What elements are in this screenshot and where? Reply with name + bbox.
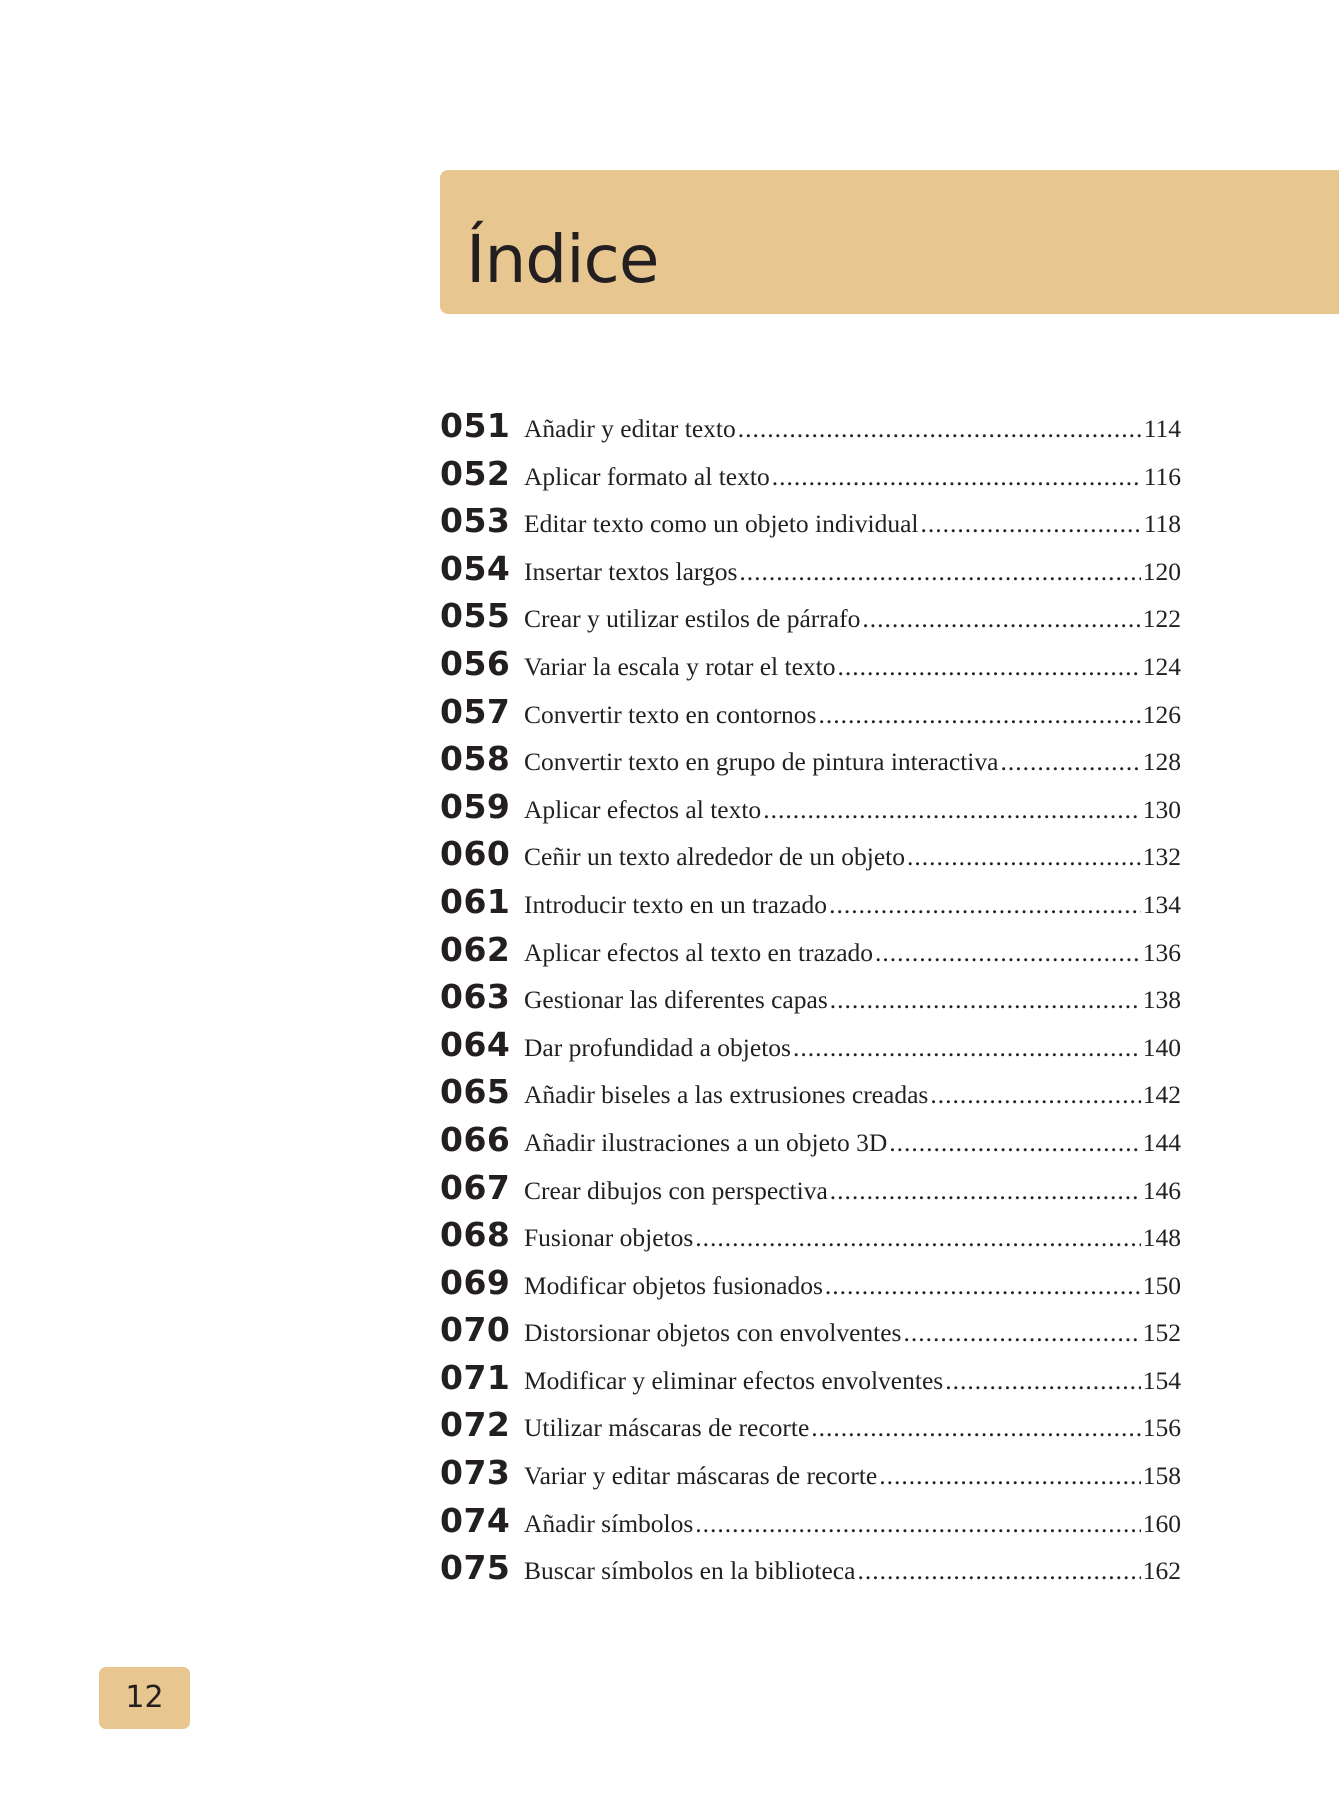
dot-leader — [739, 548, 1140, 595]
toc-entry-number: 054 — [440, 548, 511, 588]
dot-leader — [829, 881, 1141, 928]
toc-entry-page: 162 — [1142, 1556, 1181, 1586]
toc-entry[interactable] — [440, 592, 1181, 640]
toc-entry-page: 158 — [1142, 1461, 1181, 1491]
dot-leader — [862, 595, 1140, 642]
toc-entry-title: Insertar textos largos — [524, 556, 738, 586]
toc-entry[interactable] — [440, 830, 1181, 878]
toc-entry-title: Dar profundidad a objetos — [524, 1032, 791, 1062]
toc-entry-page: 156 — [1142, 1413, 1181, 1443]
toc-entry-number: 075 — [440, 1548, 511, 1588]
toc-entry-title: Añadir ilustraciones a un objeto 3D — [524, 1127, 888, 1157]
toc-entry-page: 154 — [1142, 1365, 1181, 1395]
toc-entry[interactable] — [440, 1068, 1181, 1116]
toc-entry[interactable] — [440, 1354, 1181, 1402]
dot-leader — [945, 1357, 1141, 1404]
dot-leader — [825, 1262, 1141, 1309]
toc-entry-page: 120 — [1142, 556, 1181, 586]
dot-leader — [838, 643, 1141, 690]
toc-entry-number: 055 — [440, 596, 511, 636]
toc-entry-number: 053 — [440, 501, 511, 541]
toc-entry[interactable] — [440, 926, 1181, 974]
toc-entry-title: Ceñir un texto alrededor de un objeto — [524, 842, 905, 872]
toc-entry-page: 118 — [1143, 509, 1181, 539]
dot-leader — [772, 453, 1142, 500]
dot-leader — [879, 1452, 1140, 1499]
toc-entry[interactable] — [440, 1401, 1181, 1449]
dot-leader — [763, 786, 1141, 833]
toc-entry-title: Añadir símbolos — [524, 1508, 694, 1538]
toc-entry[interactable] — [440, 497, 1181, 545]
dot-leader — [811, 1404, 1140, 1451]
toc-entry-number: 063 — [440, 977, 511, 1017]
dot-leader — [738, 405, 1142, 452]
toc-entry[interactable] — [440, 1306, 1181, 1354]
toc-entry-number: 060 — [440, 834, 511, 874]
toc-entry-title: Gestionar las diferentes capas — [524, 985, 828, 1015]
toc-entry-page: 128 — [1142, 747, 1181, 777]
toc-entry-number: 072 — [440, 1405, 511, 1445]
toc-entry-number: 069 — [440, 1262, 511, 1302]
dot-leader — [920, 500, 1141, 547]
toc-entry-number: 064 — [440, 1024, 511, 1064]
toc-entry[interactable] — [440, 1021, 1181, 1069]
toc-entry-title: Crear y utilizar estilos de párrafo — [524, 604, 861, 634]
toc-entry-title: Aplicar formato al texto — [524, 461, 770, 491]
toc-entry[interactable] — [440, 1211, 1181, 1259]
toc-entry-title: Convertir texto en grupo de pintura interactiva — [524, 747, 999, 777]
toc-entry[interactable] — [440, 1497, 1181, 1545]
toc-entry-number: 059 — [440, 786, 511, 826]
dot-leader — [830, 976, 1141, 1023]
dot-leader — [889, 1119, 1140, 1166]
toc-entry-page: 124 — [1142, 651, 1181, 681]
toc-entry-title: Variar y editar máscaras de recorte — [524, 1461, 878, 1491]
toc-entry[interactable] — [440, 1259, 1181, 1307]
dot-leader — [907, 833, 1141, 880]
page-title: Índice — [466, 221, 659, 298]
toc-entry-number: 074 — [440, 1500, 511, 1540]
dot-leader — [857, 1547, 1140, 1594]
toc-entry-page: 130 — [1142, 794, 1181, 824]
toc-entry-number: 066 — [440, 1119, 511, 1159]
toc-entry[interactable] — [440, 1544, 1181, 1592]
toc-entry-page: 122 — [1142, 604, 1181, 634]
toc-entry-page: 150 — [1142, 1270, 1181, 1300]
toc-entry-page: 142 — [1142, 1080, 1181, 1110]
title-band — [440, 170, 1339, 314]
toc-entry-title: Añadir y editar texto — [524, 414, 736, 443]
dot-leader — [1000, 738, 1140, 785]
dot-leader — [695, 1500, 1140, 1547]
toc-entry-title: Modificar y eliminar efectos envolventes — [524, 1365, 944, 1395]
toc-entry-number: 071 — [440, 1357, 511, 1397]
toc-entry-title: Modificar objetos fusionados — [524, 1270, 823, 1300]
dot-leader — [818, 691, 1140, 738]
toc-entry-title: Aplicar efectos al texto — [524, 794, 762, 824]
dot-leader — [903, 1309, 1140, 1356]
toc-entry-title: Buscar símbolos en la biblioteca — [524, 1556, 856, 1586]
toc-entry-page: 116 — [1143, 461, 1181, 491]
toc-entry-number: 052 — [440, 453, 511, 493]
dot-leader — [875, 929, 1141, 976]
toc-entry-page: 134 — [1142, 889, 1181, 919]
dot-leader — [930, 1071, 1140, 1118]
toc-entry-page: 132 — [1142, 842, 1181, 872]
dot-leader — [793, 1024, 1141, 1071]
toc-entry[interactable] — [440, 640, 1181, 688]
toc-entry-title: Convertir texto en contornos — [524, 699, 817, 729]
toc-entry[interactable] — [440, 735, 1181, 783]
toc-entry-number: 061 — [440, 881, 511, 921]
toc-entry-title: Editar texto como un objeto individual — [524, 509, 919, 539]
toc-entry-number: 067 — [440, 1167, 511, 1207]
toc-entry-page: 160 — [1142, 1508, 1181, 1538]
dot-leader — [830, 1167, 1141, 1214]
toc-entry-page: 148 — [1142, 1223, 1181, 1253]
toc-entry-number: 056 — [440, 643, 511, 683]
toc-entry-number: 068 — [440, 1215, 511, 1255]
toc-entry-number: 051 — [440, 406, 511, 445]
toc-entry-page: 140 — [1142, 1032, 1181, 1062]
toc-entry[interactable] — [440, 783, 1181, 831]
toc-entry[interactable] — [440, 1116, 1181, 1164]
toc-entry-title: Crear dibujos con perspectiva — [524, 1175, 828, 1205]
toc-entry[interactable] — [440, 688, 1181, 736]
toc-entry[interactable] — [440, 1164, 1181, 1212]
toc-entry[interactable] — [440, 1449, 1181, 1497]
toc-entry-page: 144 — [1142, 1127, 1181, 1157]
toc-entry-page: 136 — [1142, 937, 1181, 967]
toc-entry-page: 138 — [1142, 985, 1181, 1015]
table-of-contents — [440, 402, 1181, 1592]
toc-entry[interactable] — [440, 973, 1181, 1021]
toc-entry-title: Aplicar efectos al texto en trazado — [524, 937, 874, 967]
toc-entry-number: 065 — [440, 1072, 511, 1112]
dot-leader — [695, 1214, 1140, 1261]
page-number: 12 — [125, 1680, 164, 1715]
toc-entry-number: 070 — [440, 1310, 511, 1350]
toc-entry-number: 062 — [440, 929, 511, 969]
toc-entry-number: 057 — [440, 691, 511, 731]
toc-entry[interactable] — [440, 878, 1181, 926]
toc-entry-title: Variar la escala y rotar el texto — [524, 651, 836, 681]
toc-entry-page: 152 — [1142, 1318, 1181, 1348]
toc-entry-title: Distorsionar objetos con envolventes — [524, 1318, 902, 1348]
toc-entry-title: Fusionar objetos — [524, 1223, 694, 1253]
toc-entry-title: Añadir biseles a las extrusiones creadas — [524, 1080, 929, 1110]
page-number-badge — [99, 1667, 190, 1729]
toc-entry[interactable] — [440, 450, 1181, 498]
toc-entry-page: 146 — [1142, 1175, 1181, 1205]
toc-entry-page: 114 — [1143, 414, 1181, 443]
toc-entry-number: 073 — [440, 1453, 511, 1493]
toc-entry-title: Utilizar máscaras de recorte — [524, 1413, 810, 1443]
toc-entry-title: Introducir texto en un trazado — [524, 889, 828, 919]
toc-entry[interactable] — [440, 545, 1181, 593]
toc-entry[interactable] — [440, 402, 1181, 450]
toc-entry-number: 058 — [440, 739, 511, 779]
toc-entry-page: 126 — [1142, 699, 1181, 729]
